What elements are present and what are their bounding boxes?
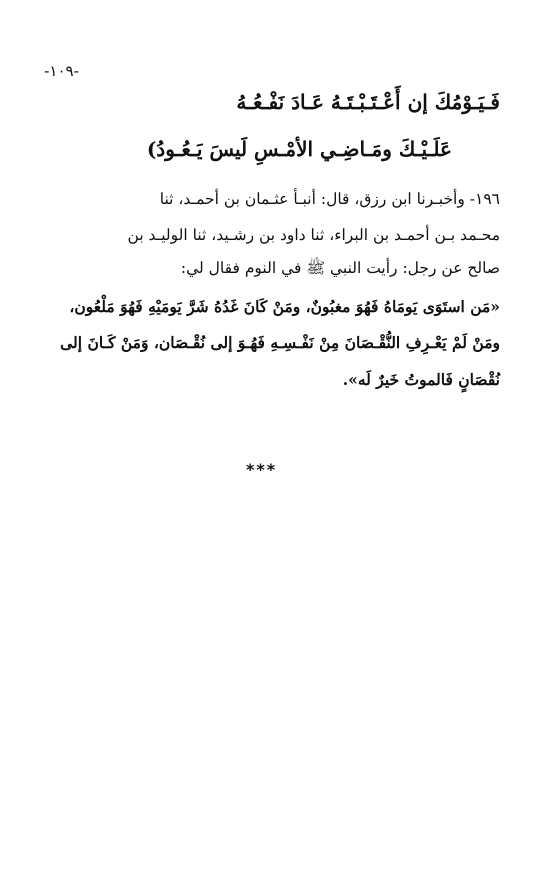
section-separator: ***	[246, 460, 278, 479]
narration-line-1: ١٩٦- وأخبـرنا ابن رزق، قال: أنبـأ عثـمان بن أحمـد، ثنا	[159, 190, 500, 208]
verse-line-2: عَلَـيْـكَ ومَـاضِـي الأمْـسِ لَيسَ يَـعُـودُ)	[146, 137, 452, 161]
hadith-line-3: نُقْصَانٍ فَالموتُ خَيرٌ لَه».	[342, 370, 500, 389]
narration-line-3: صالح عن رجل: رأيت النبي ﷺ في النوم فقال لي:	[180, 259, 500, 277]
hadith-line-1: «مَن استَوَى يَومَاهُ فَهُوَ مغبُونٌ، ومَنْ كَانَ غَدُهُ شَرَّ يَومَيْهِ فَهُوَ مَلْعُون،	[69, 297, 500, 316]
verse-line-1: فَـيَـوْمُكَ إن أَعْـتَـبْـتَـهُ عَـادَ نَفْـعُـهُ	[236, 90, 500, 114]
hadith-line-2: ومَنْ لَمْ يَعْـرِفِ النُّقْـصَانَ مِنْ نَفْـسِـهِ فَهُـوَ إلى نُقْـصَان، وَمَنْ كَـانَ إلى	[60, 333, 500, 352]
page-number: -١٠٩-	[44, 62, 80, 80]
narration-line-2: محـمد بـن أحمـد بن البراء، ثنا داود بن رشـيد، ثنا الوليـد بن	[127, 226, 500, 244]
